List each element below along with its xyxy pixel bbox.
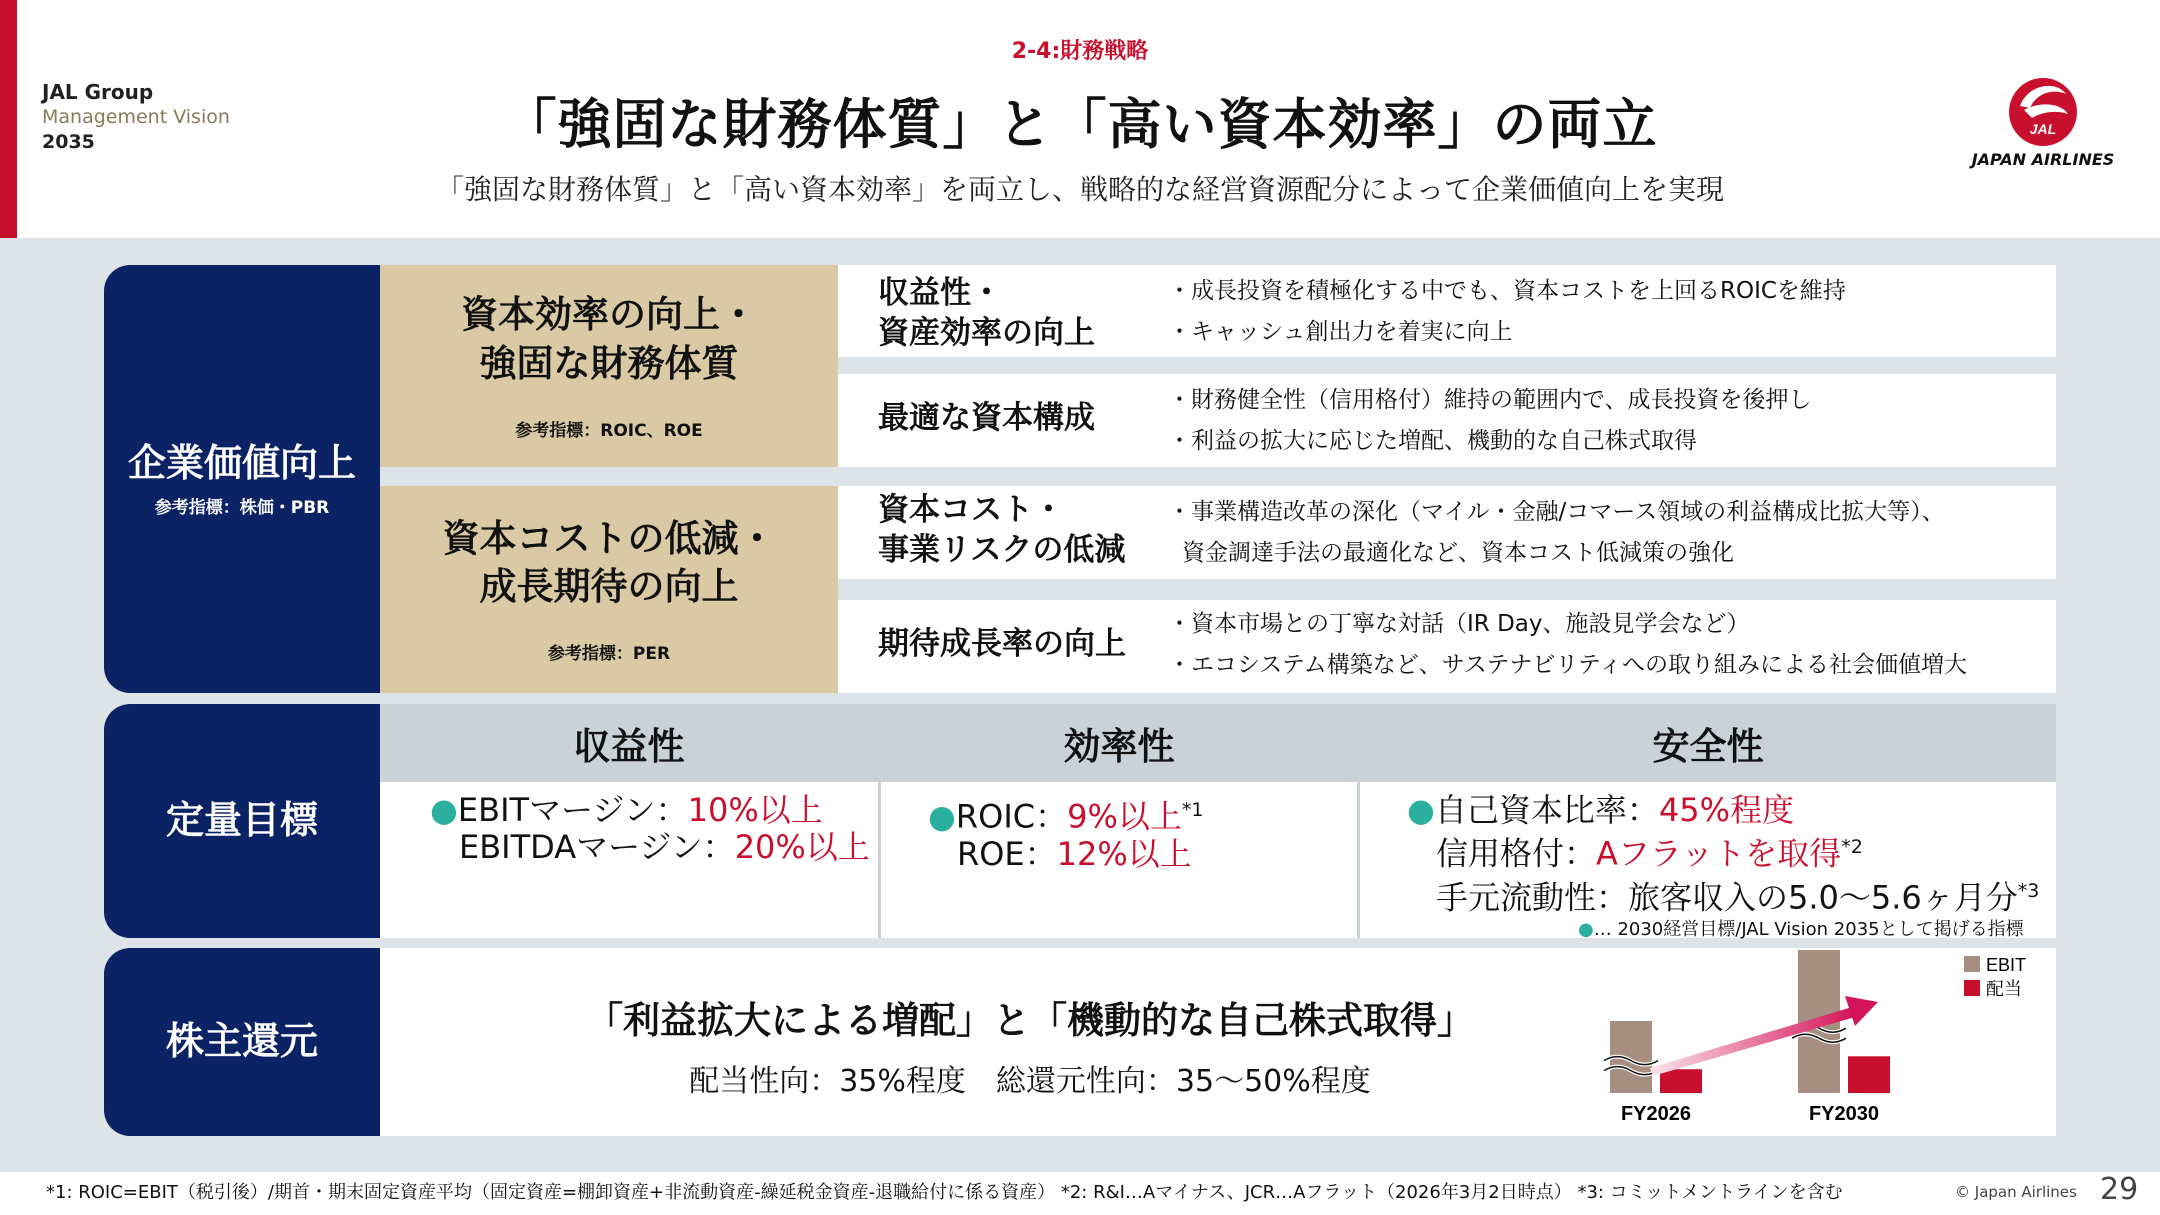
row2-bullet2: ・利益の拡大に応じた増配、機動的な自己株式取得 (1168, 428, 1697, 454)
liquidity-footnote-ref: *3 (2017, 879, 2040, 902)
legend-swatch (1964, 956, 1980, 972)
efficiency-targets (928, 792, 1204, 873)
credit-rating-footnote-ref: *2 (1841, 836, 1863, 858)
equity-ratio-value: 45%程度 (1658, 791, 1795, 829)
capital-cost-ref: 参考指標：PER (547, 644, 671, 665)
target-header-profitability: 収益性 (380, 704, 878, 782)
target-marker-icon: ● (430, 791, 458, 829)
chart-category-label: FY2030 (1808, 1103, 1880, 1125)
strategy-row (838, 600, 2056, 693)
chart-bar-配当-FY2026 (1660, 1069, 1702, 1093)
logo-text: JAPAN AIRLINES (1971, 150, 2115, 169)
target-marker-icon: ● (928, 797, 956, 836)
roe-label: ROE： (957, 834, 1057, 873)
enterprise-value-box (104, 265, 380, 693)
legend-swatch (1964, 980, 1980, 996)
shareholder-detail: 配当性向：35%程度 総還元性向：35～50%程度 (689, 1064, 1371, 1099)
row1-bullet1: ・成長投資を積極化する中でも、資本コストを上回るROICを維持 (1168, 278, 1846, 304)
page-number: 29 (2100, 1172, 2139, 1207)
legend-label: EBIT (1986, 955, 2027, 975)
capital-efficiency-block (380, 265, 838, 467)
enterprise-value-ref: 参考指標：株価・PBR (154, 498, 330, 519)
ebit-margin-label: EBITマージン： (457, 791, 688, 829)
enterprise-value-label: 企業価値向上 (127, 440, 356, 485)
brand-group: JAL Group (42, 80, 154, 104)
liquidity-text: 手元流動性：旅客収入の5.0～5.6ヶ月分 (1436, 878, 2018, 917)
chart-category-label: FY2026 (1620, 1103, 1692, 1125)
section-label: 2-4:財務戦略 (1011, 39, 1149, 64)
credit-rating-label: 信用格付： (1436, 834, 1597, 873)
row1-label-line1: 収益性・ (878, 275, 1002, 311)
capital-cost-line1: 資本コストの低減・ (442, 516, 776, 560)
shareholder-label: 株主還元 (165, 1019, 318, 1064)
roic-value: 9%以上 (1067, 797, 1182, 836)
target-header-efficiency: 効率性 (881, 704, 1357, 782)
page-title: 「強固な財務体質」と「高い資本効率」の両立 (502, 93, 1658, 156)
row1-bullet2: ・キャッシュ創出力を着実に向上 (1168, 319, 1513, 345)
trend-arrow (1650, 996, 1878, 1076)
ebit-margin-value: 10%以上 (687, 791, 823, 829)
column-divider (878, 704, 881, 938)
page-subtitle: 「強固な財務体質」と「高い資本効率」を両立し、戦略的な経営資源配分によって企業価値向上を実現 (435, 173, 1724, 206)
chart-bar-配当-FY2030 (1848, 1056, 1890, 1093)
equity-ratio-label: 自己資本比率： (1434, 791, 1659, 829)
row3-bullet2: 資金調達手法の最適化など、資本コスト低減策の強化 (1182, 540, 1734, 566)
legend-label: 配当 (1986, 979, 2022, 999)
footnote: *1: ROIC=EBIT（税引後）/期首・期末固定資産平均（固定資産=棚卸資産+非流動資産-繰延税金資産-退職給付に係る資産） *2: R&I…Aマイナス、JCR…Aフラット（2026年3月2日時点） *3: コミットメントラインを含む (46, 1182, 1843, 1203)
row4-bullet1: ・資本市場との丁寧な対話（IR Day、施設見学会など） (1168, 611, 1750, 637)
copyright: © Japan Airlines (1955, 1183, 2077, 1201)
capital-cost-block (380, 486, 838, 693)
target-header-safety: 安全性 (1360, 704, 2056, 782)
shareholder-headline: 「利益拡大による増配」と「機動的な自己株式取得」 (586, 999, 1474, 1042)
row3-bullet1: ・事業構造改革の深化（マイル・金融/コマース領域の利益構成比拡大等）、 (1168, 499, 1945, 525)
roic-label: ROIC： (955, 797, 1068, 836)
targets-note-text: … 2030経営目標/JAL Vision 2035として掲げる指標 (1593, 919, 2024, 940)
capital-efficiency-line1: 資本効率の向上・ (461, 293, 757, 337)
legend-marker-icon: ● (1578, 919, 1594, 940)
safety-targets (1407, 792, 2039, 916)
logo-mark: JAL (2029, 121, 2057, 137)
capital-efficiency-ref: 参考指標：ROIC、ROE (515, 420, 703, 441)
targets-legend-note (1578, 915, 2024, 941)
row2-bullet1: ・財務健全性（信用格付）維持の範囲内で、成長投資を後押し (1168, 387, 1812, 413)
targets-label: 定量目標 (165, 798, 318, 843)
row3-label-line1: 資本コスト・ (878, 492, 1064, 528)
row4-bullet2: ・エコシステム構築など、サステナビリティへの取り組みによる社会価値増大 (1168, 652, 1968, 678)
strategy-row (838, 265, 2056, 357)
ebitda-margin-label: EBITDAマージン： (459, 828, 735, 866)
roe-value: 12%以上 (1056, 834, 1192, 873)
profitability-targets (430, 792, 870, 866)
row3-label-line2: 事業リスクの低減 (878, 532, 1126, 569)
target-marker-icon: ● (1407, 791, 1435, 829)
row2-label: 最適な資本構成 (878, 400, 1095, 436)
ebitda-margin-value: 20%以上 (734, 828, 870, 866)
brand-subtitle: Management Vision (42, 106, 230, 128)
strategy-row (838, 374, 2056, 467)
strategy-row (838, 486, 2056, 579)
capital-efficiency-line2: 強固な財務体質 (479, 341, 739, 385)
roic-footnote-ref: *1 (1181, 799, 1204, 821)
growth-chart (1590, 950, 2050, 1136)
row4-label: 期待成長率の向上 (878, 626, 1126, 662)
column-divider (1357, 704, 1360, 938)
capital-cost-line2: 成長期待の向上 (479, 565, 739, 608)
row1-label-line2: 資産効率の向上 (878, 315, 1095, 352)
credit-rating-value: Aフラットを取得 (1596, 834, 1842, 873)
targets-label-box (104, 704, 380, 938)
brand-year: 2035 (42, 131, 95, 153)
shareholder-label-box (104, 948, 380, 1136)
